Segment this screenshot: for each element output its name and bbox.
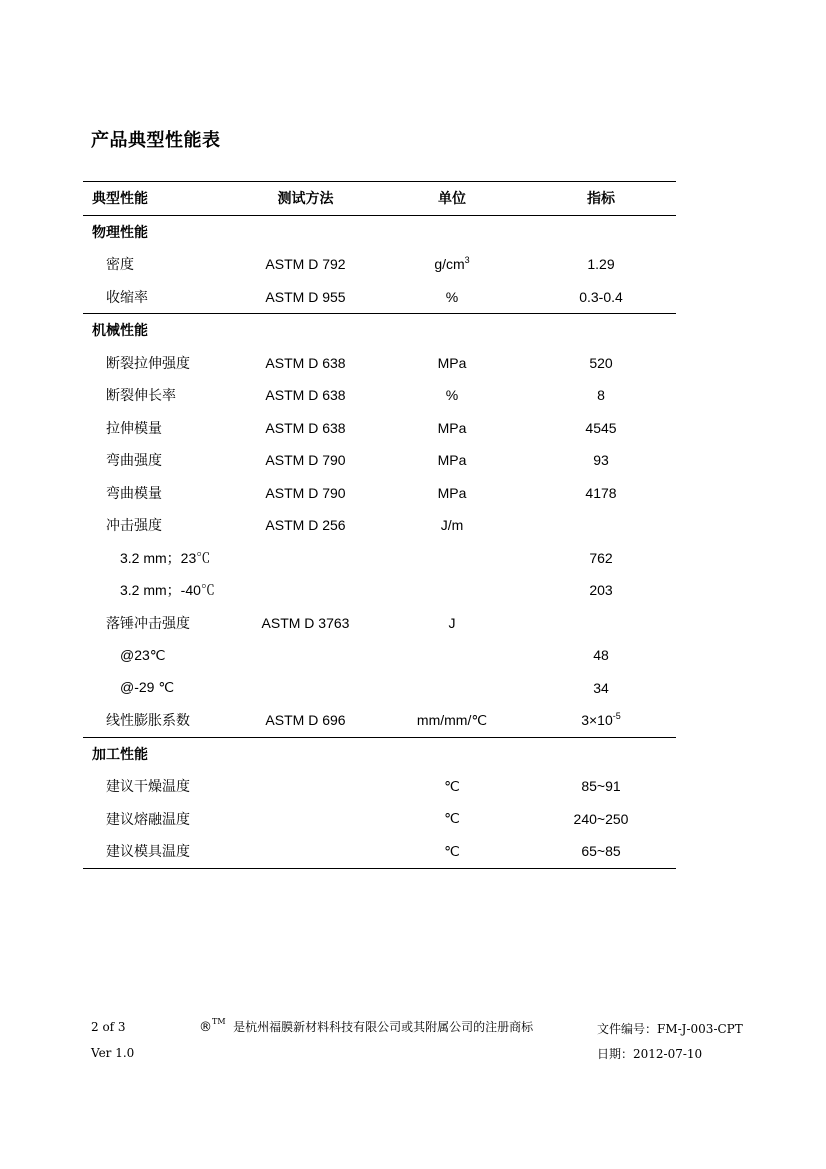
- value-cell: [526, 248, 676, 281]
- unit-cell: [378, 248, 526, 281]
- value-cell: [526, 770, 676, 803]
- registered-mark: ®: [199, 1020, 212, 1035]
- value-text: 4178: [585, 484, 617, 501]
- header-unit: 单位: [438, 191, 466, 208]
- property-cell: 收缩率: [106, 289, 148, 306]
- value-text: 762: [589, 549, 613, 566]
- unit-cell: [378, 803, 526, 836]
- method-cell: ASTM D 792: [265, 256, 346, 273]
- footer-version: Ver 1.0: [91, 1046, 135, 1060]
- unit-text: %: [445, 387, 459, 404]
- unit-cell: [378, 509, 526, 542]
- unit-cell: [378, 704, 526, 737]
- property-cell: 弯曲强度: [106, 453, 162, 470]
- unit-cell: [378, 281, 526, 314]
- value-cell: [526, 509, 676, 542]
- unit-cell: [378, 477, 526, 510]
- value-text: 93: [593, 452, 609, 469]
- value-cell: [526, 835, 676, 868]
- table-row: [83, 477, 676, 510]
- value-cell: [526, 542, 676, 575]
- table-row: [83, 672, 676, 705]
- value-cell: [526, 704, 676, 737]
- method-cell: ASTM D 790: [265, 452, 346, 469]
- table-row: [83, 639, 676, 672]
- unit-cell: [378, 672, 526, 705]
- value-cell: [526, 574, 676, 607]
- unit-cell: [378, 444, 526, 477]
- section-row: [83, 737, 676, 770]
- property-cell: 弯曲模量: [106, 485, 162, 502]
- method-cell: ASTM D 638: [265, 387, 346, 404]
- method-cell: [233, 542, 378, 575]
- table-row: [83, 248, 676, 281]
- table-row: [83, 542, 676, 575]
- value-text: 1.29: [587, 256, 615, 273]
- table-row: [83, 444, 676, 477]
- header-property: 典型性能: [92, 191, 148, 208]
- property-cell: @23℃: [120, 646, 166, 663]
- table-row: [83, 412, 676, 445]
- properties-table: [83, 181, 676, 869]
- unit-text: ℃: [444, 810, 460, 827]
- value-cell: [526, 477, 676, 510]
- value-cell: [526, 379, 676, 412]
- value-text: 3×10: [581, 712, 613, 729]
- unit-superscript: 3: [464, 254, 470, 265]
- table-body: [83, 215, 676, 868]
- method-cell: ASTM D 790: [265, 484, 346, 501]
- property-cell: 线性膨胀系数: [106, 713, 190, 730]
- property-cell: 密度: [106, 257, 134, 274]
- section-title: 加工性能: [92, 746, 148, 763]
- property-cell: 断裂伸长率: [106, 388, 176, 405]
- property-cell: 建议干燥温度: [106, 779, 190, 796]
- value-text: 4545: [585, 419, 617, 436]
- table-row: [83, 347, 676, 380]
- value-text: 0.3-0.4: [579, 288, 623, 305]
- value-cell: [526, 672, 676, 705]
- unit-cell: [378, 574, 526, 607]
- value-text: 240~250: [573, 810, 629, 827]
- property-cell: 3.2 mm；23℃: [120, 549, 211, 566]
- value-text: 520: [589, 354, 613, 371]
- value-cell: [526, 281, 676, 314]
- table-row: [83, 803, 676, 836]
- unit-cell: [378, 835, 526, 868]
- method-cell: ASTM D 3763: [261, 614, 350, 631]
- table-row: [83, 704, 676, 737]
- unit-text: MPa: [437, 354, 467, 371]
- property-cell: @-29 ℃: [120, 679, 175, 696]
- header-value: 指标: [587, 191, 615, 208]
- value-text: 8: [597, 387, 605, 404]
- value-text: 65~85: [581, 843, 621, 860]
- table-row: [83, 574, 676, 607]
- footer-doc-number: 文件编号：FM-J-003-CPT: [597, 1022, 743, 1036]
- unit-cell: [378, 379, 526, 412]
- table-row: [83, 607, 676, 640]
- value-text: 48: [593, 647, 609, 664]
- unit-text: g/cm: [434, 256, 465, 273]
- unit-cell: [378, 770, 526, 803]
- table-row: [83, 835, 676, 868]
- footer-date: 日期：2012-07-10: [597, 1047, 703, 1061]
- footer-page-number: 2 of 3: [91, 1020, 126, 1034]
- method-cell: [233, 835, 378, 868]
- method-cell: ASTM D 256: [265, 517, 346, 534]
- method-cell: [233, 639, 378, 672]
- section-title: 物理性能: [92, 224, 148, 241]
- unit-cell: [378, 412, 526, 445]
- table-row: [83, 509, 676, 542]
- value-cell: [526, 444, 676, 477]
- unit-text: MPa: [437, 452, 467, 469]
- unit-cell: [378, 639, 526, 672]
- unit-cell: [378, 347, 526, 380]
- page-title: 产品典型性能表: [91, 130, 221, 151]
- method-cell: [233, 803, 378, 836]
- section-row: [83, 314, 676, 347]
- section-title: 机械性能: [92, 323, 148, 340]
- property-cell: 落锤冲击强度: [106, 615, 190, 632]
- value-cell: [526, 347, 676, 380]
- method-cell: ASTM D 638: [265, 354, 346, 371]
- footer-trademark: [199, 1018, 533, 1035]
- table-header-row: [83, 182, 676, 216]
- method-cell: ASTM D 638: [265, 419, 346, 436]
- tm-mark: TM: [212, 1017, 226, 1026]
- property-cell: 建议熔融温度: [106, 811, 190, 828]
- value-text: 203: [589, 582, 613, 599]
- header-method: 测试方法: [277, 191, 334, 208]
- method-cell: [233, 770, 378, 803]
- value-cell: [526, 803, 676, 836]
- unit-cell: [378, 542, 526, 575]
- value-superscript: -5: [612, 710, 621, 721]
- method-cell: [233, 574, 378, 607]
- value-cell: [526, 412, 676, 445]
- table-row: [83, 770, 676, 803]
- property-cell: 冲击强度: [106, 518, 162, 535]
- property-cell: 3.2 mm；-40℃: [120, 582, 215, 599]
- table-row: [83, 281, 676, 314]
- property-cell: 拉伸模量: [106, 420, 162, 437]
- property-cell: 断裂拉伸强度: [106, 355, 190, 372]
- section-row: [83, 215, 676, 248]
- unit-text: ℃: [444, 777, 460, 794]
- unit-text: J: [448, 614, 456, 631]
- unit-text: MPa: [437, 484, 467, 501]
- property-cell: 建议模具温度: [106, 844, 190, 861]
- method-cell: ASTM D 696: [265, 712, 346, 729]
- table-row: [83, 379, 676, 412]
- value-text: 85~91: [581, 778, 621, 795]
- unit-text: J/m: [440, 517, 464, 534]
- trademark-text: 是杭州福膜新材料科技有限公司或其附属公司的注册商标: [233, 1020, 534, 1034]
- unit-cell: [378, 607, 526, 640]
- unit-text: mm/mm/℃: [416, 711, 488, 728]
- method-cell: ASTM D 955: [265, 288, 346, 305]
- unit-text: MPa: [437, 419, 467, 436]
- value-cell: [526, 639, 676, 672]
- unit-text: %: [445, 288, 459, 305]
- value-text: 34: [593, 679, 609, 696]
- method-cell: [233, 672, 378, 705]
- value-cell: [526, 607, 676, 640]
- unit-text: ℃: [444, 842, 460, 859]
